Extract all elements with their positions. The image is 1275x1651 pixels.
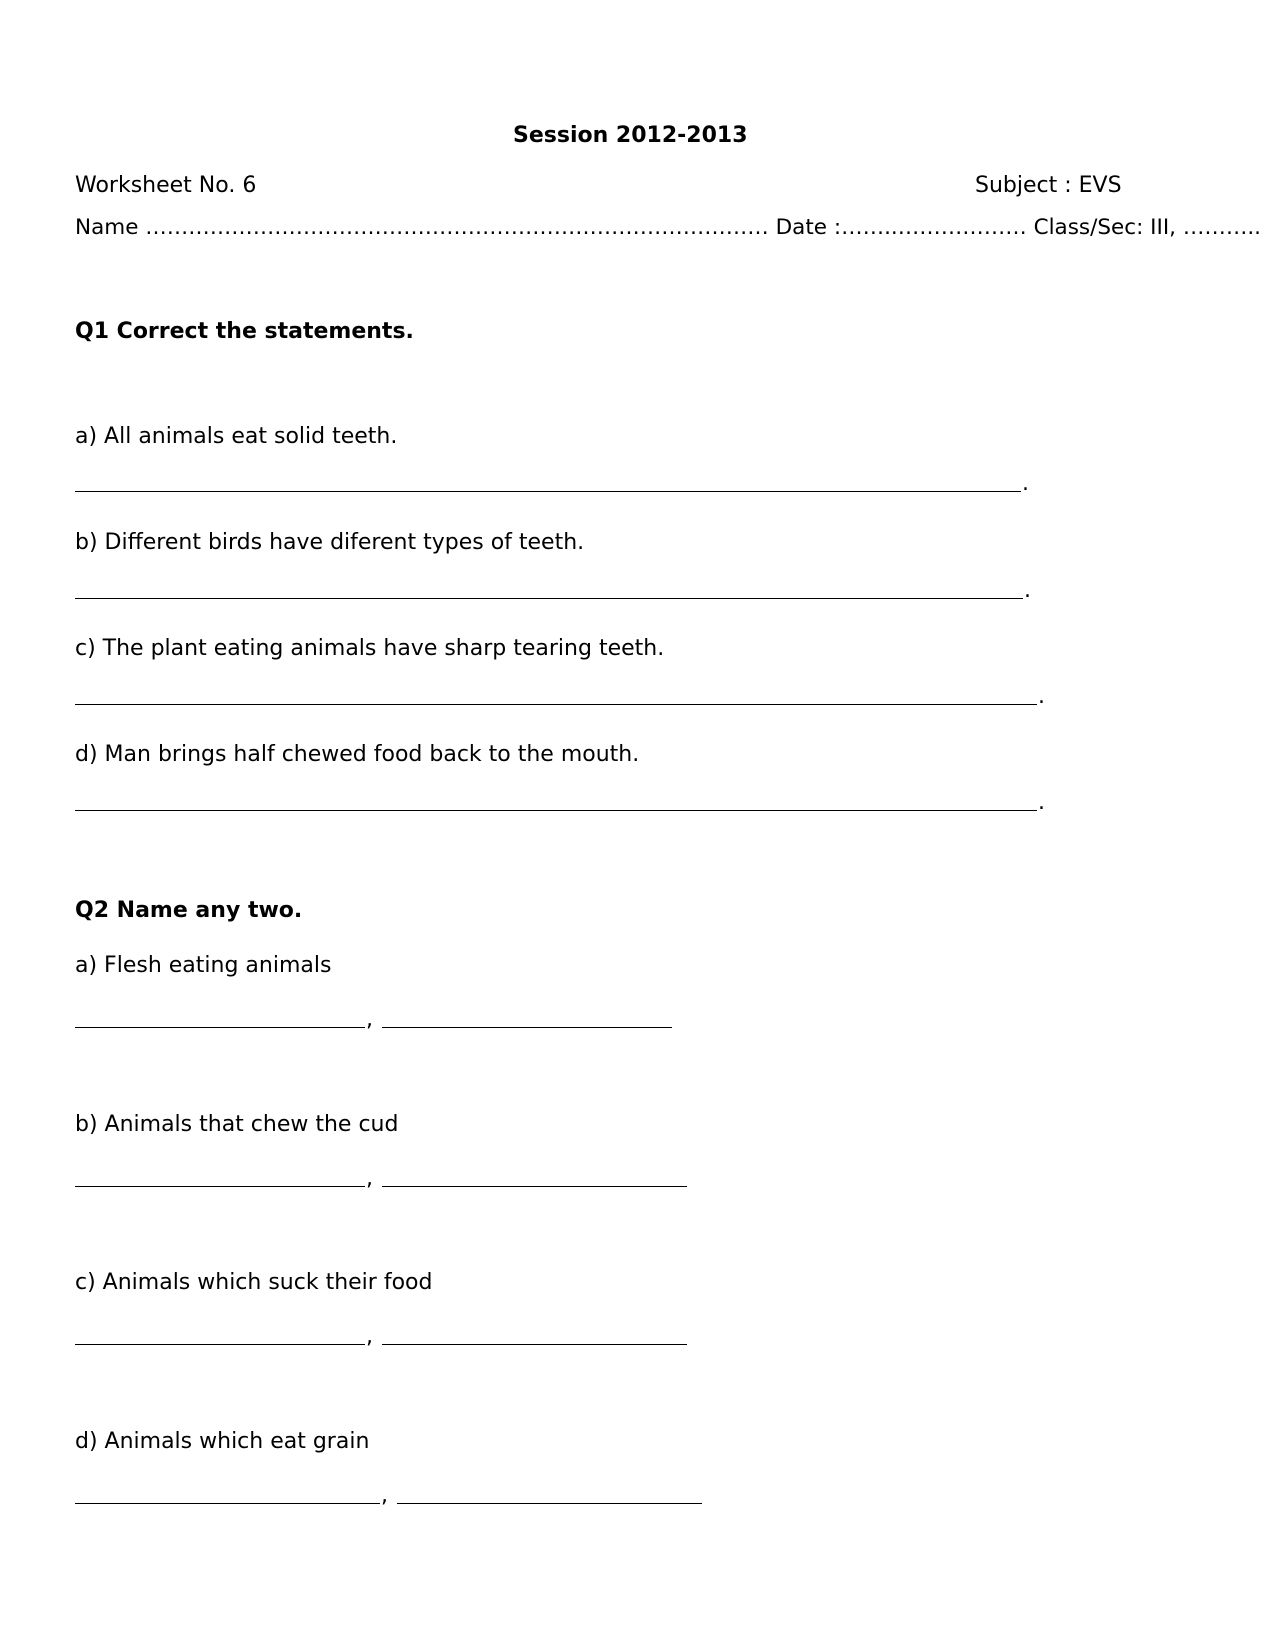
- line-end-period: .: [1038, 790, 1045, 815]
- worksheet-number: Worksheet No. 6: [75, 173, 257, 198]
- q2-answer-lines-d[interactable]: [75, 1482, 715, 1510]
- q2-prompt-a: a) Flesh eating animals: [75, 953, 332, 978]
- q1-statement-c: c) The plant eating animals have sharp tearing teeth.: [75, 636, 665, 661]
- subject-label: Subject : EVS: [975, 173, 1122, 198]
- answer-separator-comma: ,: [381, 1483, 388, 1508]
- q2-answer-lines-c[interactable]: [75, 1323, 695, 1351]
- q1-statement-b: b) Different birds have diferent types of teeth.: [75, 530, 585, 555]
- q1-answer-line-b[interactable]: [75, 577, 1035, 605]
- line-end-period: .: [1024, 578, 1031, 603]
- q1-heading: Q1 Correct the statements.: [75, 319, 414, 344]
- q1-answer-line-a[interactable]: [75, 470, 1035, 498]
- q2-prompt-b: b) Animals that chew the cud: [75, 1112, 399, 1137]
- q1-answer-line-c[interactable]: [75, 683, 1050, 711]
- line-end-period: .: [1038, 684, 1045, 709]
- q2-answer-lines-a[interactable]: [75, 1006, 675, 1034]
- session-title: Session 2012-2013: [513, 123, 748, 148]
- q2-heading: Q2 Name any two.: [75, 898, 303, 923]
- q1-answer-line-d[interactable]: [75, 789, 1050, 817]
- q2-prompt-d: d) Animals which eat grain: [75, 1429, 370, 1454]
- name-date-class-row: Name …………………………………………………………………………… Date :……..……………… Class/Sec: III, ………..: [75, 215, 1262, 240]
- answer-separator-comma: ,: [366, 1166, 373, 1191]
- line-end-period: .: [1022, 471, 1029, 496]
- q2-answer-lines-b[interactable]: [75, 1165, 695, 1193]
- answer-separator-comma: ,: [366, 1324, 373, 1349]
- q1-statement-a: a) All animals eat solid teeth.: [75, 424, 398, 449]
- answer-separator-comma: ,: [366, 1007, 373, 1032]
- q1-statement-d: d) Man brings half chewed food back to the mouth.: [75, 742, 640, 767]
- q2-prompt-c: c) Animals which suck their food: [75, 1270, 433, 1295]
